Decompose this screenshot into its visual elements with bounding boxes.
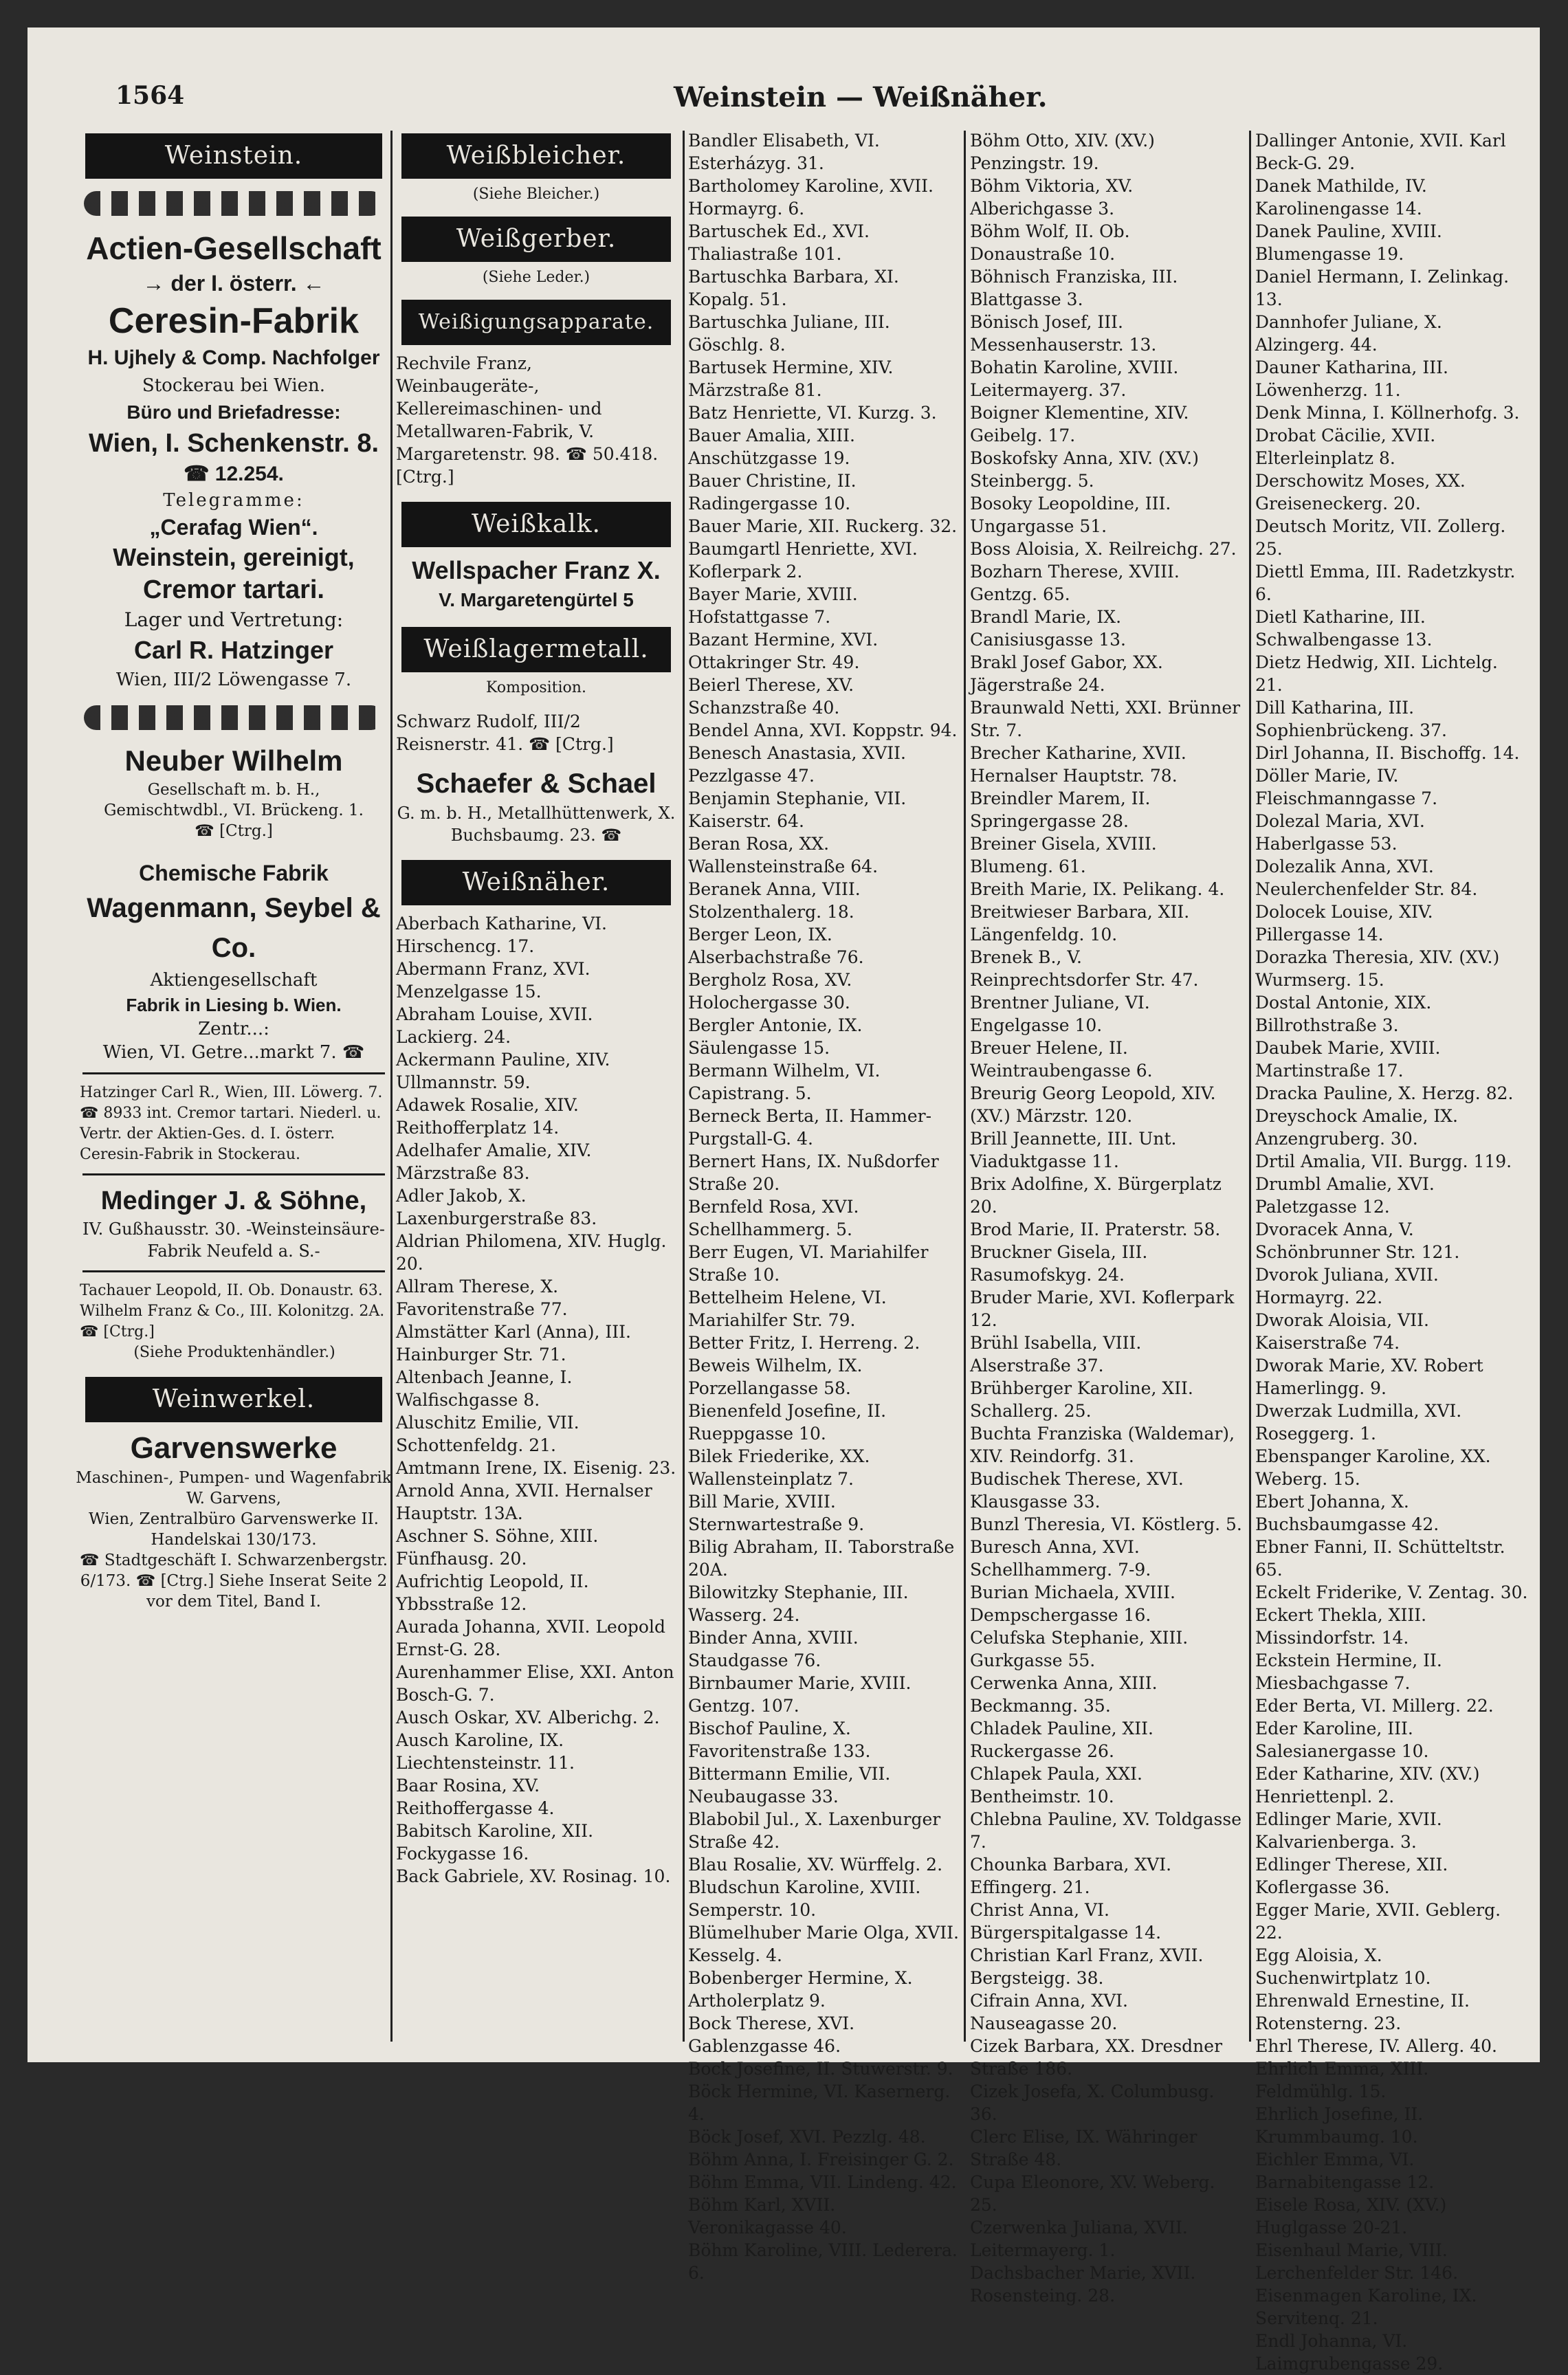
list-item: Adelhafer Amalie, XIV. Märzstraße 83. bbox=[396, 1140, 592, 1183]
column-4 bbox=[966, 129, 1248, 2306]
ornament-divider bbox=[84, 191, 384, 216]
list-item: Cizek Barbara, XX. Dresdner Straße 186. bbox=[970, 2036, 1223, 2079]
list-item: Babitsch Karoline, XII. Fockygasse 16. bbox=[396, 1821, 594, 1864]
ad-line: Carl R. Hatzinger bbox=[133, 636, 334, 664]
list-item: Bilek Friederike, XX. Wallensteinplatz 7. bbox=[688, 1446, 870, 1489]
list-item: Benjamin Stephanie, VII. Kaiserstr. 64. bbox=[688, 788, 907, 831]
list-item: Rechvile Franz, Weinbaugeräte-, Kellereimaschinen- und Metallwaren-Fabrik, V. Margaretenstr. 98. ☎ 50.418. [Ctrg.] bbox=[396, 353, 659, 487]
ad-line: Telegramme: bbox=[163, 490, 305, 511]
list-item: Blümelhuber Marie Olga, XVII. Kesselg. 4. bbox=[688, 1923, 959, 1965]
list-item: Derschowitz Moses, XX. Greiseneckerg. 20. bbox=[1255, 471, 1466, 513]
advert-ceresin bbox=[76, 228, 392, 693]
list-item: Czerwenka Juliana, XVII. Leitermayerg. 1. bbox=[970, 2218, 1188, 2260]
list-item: Edlinger Marie, XVII. Kalvarienberga. 3. bbox=[1255, 1809, 1442, 1852]
list-item: Berr Eugen, VI. Mariahilfer Straße 10. bbox=[688, 1242, 929, 1285]
list-item: Budischek Therese, XVI. Klausgasse 33. bbox=[970, 1469, 1184, 1512]
ornament-divider bbox=[84, 705, 384, 730]
list-item: Böhm Anna, I. Freisinger G. 2. bbox=[688, 2150, 954, 2169]
ad-line: Cremor tartari. bbox=[143, 575, 324, 604]
ad-line: Wien, III/2 Löwengasse 7. bbox=[115, 670, 352, 690]
list-item: Bayer Marie, XVIII. Hofstattgasse 7. bbox=[688, 584, 858, 627]
list-item: Baar Rosina, XV. Reithoffergasse 4. bbox=[396, 1776, 555, 1818]
list-item: Dolocek Louise, XIV. Pillergasse 14. bbox=[1255, 902, 1433, 945]
list-item: Ebner Fanni, II. Schütteltstr. 65. bbox=[1255, 1537, 1505, 1580]
list-item: Deutsch Moritz, VII. Zollerg. 25. bbox=[1255, 516, 1506, 559]
page-number: 1564 bbox=[115, 81, 185, 110]
list-item: Bettelheim Helene, VI. Mariahilfer Str. 79. bbox=[688, 1288, 887, 1330]
list-item: Bilig Abraham, II. Taborstraße 20A. bbox=[688, 1537, 955, 1580]
list-item: Eder Berta, VI. Millerg. 22. bbox=[1255, 1696, 1494, 1716]
list-item: Danek Mathilde, IV. Karolinengasse 14. bbox=[1255, 176, 1427, 219]
list-item: Cupa Eleonore, XV. Weberg. 25. bbox=[970, 2172, 1215, 2215]
section-heading: Weißbleicher. bbox=[401, 133, 671, 179]
list-item: Böhm Otto, XIV. (XV.) Penzingstr. 19. bbox=[970, 131, 1155, 173]
list-item: Dworak Aloisia, VII. Kaiserstraße 74. bbox=[1255, 1310, 1429, 1353]
list-item: Bermann Wilhelm, VI. Capistrang. 5. bbox=[688, 1061, 881, 1103]
list-item: Bernfeld Rosa, XVI. Schellhammerg. 5. bbox=[688, 1197, 859, 1239]
ad-line: Garvenswerke bbox=[130, 1431, 338, 1465]
see-also: Komposition. bbox=[486, 679, 586, 696]
ad-line: Neuber Wilhelm bbox=[124, 744, 343, 777]
list-item: Böhm Viktoria, XV. Alberichgasse 3. bbox=[970, 176, 1134, 219]
list-item: Aschner S. Söhne, XIII. Fünfhausg. 20. bbox=[396, 1526, 599, 1569]
list-item: Bienenfeld Josefine, II. Rueppgasse 10. bbox=[688, 1401, 887, 1444]
ad-line: Gemischtwdbl., VI. Brückeng. 1. bbox=[104, 802, 364, 819]
list-item: Bartusek Hermine, XIV. Märzstraße 81. bbox=[688, 357, 894, 400]
list-item: Dill Katharina, III. Sophienbrückeng. 37. bbox=[1255, 698, 1447, 740]
ad-line: Chemische Fabrik bbox=[139, 861, 329, 885]
list-item: Bohatin Karoline, XVIII. Leitermayerg. 37. bbox=[970, 357, 1179, 400]
entry-list bbox=[392, 912, 681, 1888]
list-item: Aurenhammer Elise, XXI. Anton Bosch-G. 7. bbox=[396, 1662, 674, 1705]
list-item: Burian Michaela, XVIII. Dempschergasse 16. bbox=[970, 1582, 1175, 1625]
list-item: Dreyschock Amalie, IX. Anzengruberg. 30. bbox=[1255, 1106, 1458, 1149]
page-headword: Weinstein — Weißnäher. bbox=[674, 81, 1048, 113]
ad-line: Medinger J. & Söhne, bbox=[100, 1186, 367, 1215]
list-item: Baumgartl Henriette, XVI. Koflerpark 2. bbox=[688, 539, 918, 582]
list-item: Eisele Rosa, XIV. (XV.) Huglgasse 20-21. bbox=[1255, 2195, 1447, 2238]
list-item: Breiner Gisela, XVIII. Blumeng. 61. bbox=[970, 834, 1157, 876]
list-item: Binder Anna, XVIII. Staudgasse 76. bbox=[688, 1628, 859, 1670]
list-item: Brühberger Karoline, XII. Schallerg. 25. bbox=[970, 1378, 1193, 1421]
list-item: Brecher Katharine, XVII. Hernalser Hauptstr. 78. bbox=[970, 743, 1186, 786]
list-item: Aluschitz Emilie, VII. Schottenfeldg. 21. bbox=[396, 1413, 579, 1455]
list-item: Ehrlich Josefine, II. Krummbaumg. 10. bbox=[1255, 2104, 1424, 2147]
list-item: Aldrian Philomena, XIV. Huglg. 20. bbox=[396, 1231, 667, 1274]
list-item: Better Fritz, I. Herreng. 2. bbox=[688, 1333, 920, 1353]
list-item: Egg Aloisia, X. Suchenwirtplatz 10. bbox=[1255, 1945, 1431, 1988]
section-heading: Weißigungsapparate. bbox=[401, 300, 671, 345]
list-item: Chlapek Paula, XXI. Bentheimstr. 10. bbox=[970, 1764, 1142, 1807]
ad-line: IV. Gußhausstr. 30. -Weinsteinsäure-Fabrik Neufeld a. S.- bbox=[82, 1219, 385, 1261]
ad-line: Wagenmann, Seybel & Co. bbox=[87, 893, 381, 963]
ad-line: Lager und Vertretung: bbox=[124, 608, 344, 631]
list-item: Dracka Pauline, X. Herzg. 82. bbox=[1255, 1083, 1514, 1103]
list-item: Berger Leon, IX. Alserbachstraße 76. bbox=[688, 925, 864, 967]
list-item: Arnold Anna, XVII. Hernalser Hauptstr. 13A. bbox=[396, 1481, 652, 1523]
list-item: Bartuschka Barbara, XI. Kopalg. 51. bbox=[688, 267, 899, 309]
list-item: Ausch Karoline, IX. Liechtensteinstr. 11. bbox=[396, 1730, 575, 1773]
list-item: Hatzinger Carl R., Wien, III. Löwerg. 7. ☎ 8933 int. Cremor tartari. Niederl. u. Vertr. der Aktien-Ges. d. I. österr. Ceresin-Fabrik in Stockerau. bbox=[80, 1084, 383, 1163]
list-item: Wilhelm Franz & Co., III. Kolonitzg. 2A. ☎ [Ctrg.] bbox=[80, 1303, 385, 1340]
see-also: (Siehe Leder.) bbox=[482, 269, 590, 286]
list-item: Almstätter Karl (Anna), III. Hainburger Str. 71. bbox=[396, 1322, 631, 1365]
list-item: Eder Katharine, XIV. (XV.) Henriettenpl. 2. bbox=[1255, 1764, 1480, 1807]
list-item: Daubek Marie, XVIII. Martinstraße 17. bbox=[1255, 1038, 1441, 1081]
ad-line: V. Margaretengürtel 5 bbox=[439, 589, 634, 610]
advert-medinger bbox=[76, 1184, 392, 1262]
advert-wagenmann bbox=[76, 858, 392, 1064]
divider-rule bbox=[82, 1173, 385, 1175]
list-item: Ehrlich Emma, XIII. Feldmühlg. 15. bbox=[1255, 2059, 1429, 2101]
list-item: Bobenberger Hermine, X. Artholerplatz 9. bbox=[688, 1968, 913, 2011]
list-item: Beranek Anna, VIII. Stolzenthalerg. 18. bbox=[688, 879, 861, 922]
list-item: Eckelt Friderike, V. Zentag. 30. bbox=[1255, 1582, 1528, 1602]
list-item: Abermann Franz, XVI. Menzelgasse 15. bbox=[396, 959, 590, 1002]
ad-line: Maschinen-, Pumpen- und Wagenfabrik W. Garvens, bbox=[76, 1469, 392, 1507]
ad-line: Ceresin-Fabrik bbox=[108, 301, 360, 341]
list-item: Beran Rosa, XX. Wallensteinstraße 64. bbox=[688, 834, 879, 876]
list-item: Dorazka Theresia, XIV. (XV.) Wurmserg. 15. bbox=[1255, 947, 1500, 990]
list-item: Bandler Elisabeth, VI. Esterházyg. 31. bbox=[688, 131, 880, 173]
ad-line: H. Ujhely & Comp. Nachfolger bbox=[87, 346, 380, 369]
list-item: Drumbl Amalie, XVI. Paletzgasse 12. bbox=[1255, 1174, 1435, 1217]
list-item: Döller Marie, IV. Fleischmanngasse 7. bbox=[1255, 766, 1438, 808]
list-item: Benesch Anastasia, XVII. Pezzlgasse 47. bbox=[688, 743, 906, 786]
list-item: Dvorok Juliana, XVII. Hormayrg. 22. bbox=[1255, 1265, 1439, 1307]
entry-list bbox=[966, 129, 1248, 2307]
list-item: Eckert Thekla, XIII. Missindorfstr. 14. bbox=[1255, 1605, 1427, 1648]
list-item: Dwerzak Ludmilla, XVI. Roseggerg. 1. bbox=[1255, 1401, 1462, 1444]
list-item: Back Gabriele, XV. Rosinag. 10. bbox=[396, 1866, 671, 1886]
column-5 bbox=[1251, 129, 1533, 2374]
list-item: Breurig Georg Leopold, XIV. (XV.) Märzstr. 120. bbox=[970, 1083, 1216, 1126]
list-item: Breuer Helene, II. Weintraubengasse 6. bbox=[970, 1038, 1153, 1081]
list-item: Beweis Wilhelm, IX. Porzellangasse 58. bbox=[688, 1356, 863, 1398]
list-item: Ackermann Pauline, XIV. Ullmannstr. 59. bbox=[396, 1050, 610, 1092]
entry-list bbox=[684, 129, 962, 2284]
list-item: Celufska Stephanie, XIII. Gurkgasse 55. bbox=[970, 1628, 1189, 1670]
list-item: Böhm Karl, XVII. Veronikagasse 40. bbox=[688, 2195, 847, 2238]
list-item: Chladek Pauline, XII. Ruckergasse 26. bbox=[970, 1719, 1154, 1761]
list-item: Breindler Marem, II. Springergasse 28. bbox=[970, 788, 1151, 831]
list-item: Bock Therese, XVI. Gablenzgasse 46. bbox=[688, 2013, 855, 2056]
list-item: Brandl Marie, IX. Canisiusgasse 13. bbox=[970, 607, 1126, 650]
list-item: Dolezal Maria, XVI. Haberlgasse 53. bbox=[1255, 811, 1425, 854]
see-also: (Siehe Bleicher.) bbox=[472, 186, 600, 203]
section-heading: Weißkalk. bbox=[401, 502, 671, 547]
list-item: Aurada Johanna, XVII. Leopold Ernst-G. 28. bbox=[396, 1617, 665, 1659]
list-item: Bunzl Theresia, VI. Köstlerg. 5. bbox=[970, 1514, 1242, 1534]
list-item: Brentner Juliane, VI. Engelgasse 10. bbox=[970, 993, 1150, 1035]
list-item: Aufrichtig Leopold, II. Ybbsstraße 12. bbox=[396, 1571, 589, 1614]
divider-rule bbox=[82, 1270, 385, 1272]
section-heading: Weißgerber. bbox=[401, 217, 671, 262]
list-item: Boss Aloisia, X. Reilreichg. 27. bbox=[970, 539, 1237, 559]
list-item: Bilowitzky Stephanie, III. Wasserg. 24. bbox=[688, 1582, 909, 1625]
list-item: Christ Anna, VI. Bürgerspitalgasse 14. bbox=[970, 1900, 1162, 1943]
entry-list bbox=[1251, 129, 1533, 2375]
list-item: Bittermann Emilie, VII. Neubaugasse 33. bbox=[688, 1764, 891, 1807]
list-item: Denk Minna, I. Köllnerhofg. 3. bbox=[1255, 403, 1520, 423]
ad-line: Wien, Zentralbüro Garvenswerke II. Handelskai 130/173. bbox=[89, 1510, 379, 1549]
list-item: Bruckner Gisela, III. Rasumofskyg. 24. bbox=[970, 1242, 1148, 1285]
ad-line: Aktiengesellschaft bbox=[150, 970, 318, 991]
list-item: Dostal Antonie, XIX. Billrothstraße 3. bbox=[1255, 993, 1432, 1035]
list-item: Edlinger Therese, XII. Koflergasse 36. bbox=[1255, 1855, 1448, 1897]
list-item: Adler Jakob, X. Laxenburgerstraße 83. bbox=[396, 1186, 597, 1228]
list-item: Eichler Emma, VI. Barnabitengasse 12. bbox=[1255, 2150, 1435, 2192]
column-3 bbox=[684, 129, 962, 2283]
list-item: Drtil Amalia, VII. Burgg. 119. bbox=[1255, 1151, 1512, 1171]
ad-line: Wien, VI. Getre...markt 7. ☎ bbox=[102, 1042, 365, 1063]
list-item: Blau Rosalie, XV. Würffelg. 2. bbox=[688, 1855, 943, 1875]
list-item: Diettl Emma, III. Radetzkystr. 6. bbox=[1255, 562, 1516, 604]
list-item: Abraham Louise, XVII. Lackierg. 24. bbox=[396, 1004, 593, 1047]
advert-schaefer bbox=[392, 765, 681, 846]
list-item: Dannhofer Juliane, X. Alzingerg. 44. bbox=[1255, 312, 1442, 355]
list-item: Drobat Cäcilie, XVII. Elterleinplatz 8. bbox=[1255, 426, 1436, 468]
list-item: Ehrl Therese, IV. Allerg. 40. bbox=[1255, 2036, 1497, 2056]
list-item: Ehrenwald Ernestine, II. Rotensterng. 23. bbox=[1255, 1991, 1470, 2033]
list-item: Böhm Wolf, II. Ob. Donaustraße 10. bbox=[970, 221, 1130, 264]
ad-line: Actien-Gesellschaft bbox=[86, 230, 382, 266]
list-item: Chounka Barbara, XVI. Effingerg. 21. bbox=[970, 1855, 1172, 1897]
list-item: Bosoky Leopoldine, III. Ungargasse 51. bbox=[970, 494, 1171, 536]
ad-line: Zentr...: bbox=[198, 1019, 269, 1039]
running-header bbox=[27, 81, 1540, 122]
list-item: Clerc Elise, IX. Währinger Straße 48. bbox=[970, 2127, 1197, 2169]
advert-garvens bbox=[76, 1429, 392, 1612]
list-item: Aberbach Katharine, VI. Hirschencg. 17. bbox=[396, 914, 608, 956]
advert-neuber bbox=[76, 742, 392, 841]
list-item: Bischof Pauline, X. Favoritenstraße 133. bbox=[688, 1719, 871, 1761]
list-item: Bill Marie, XVIII. Sternwartestraße 9. bbox=[688, 1492, 865, 1534]
list-item: Dallinger Antonie, XVII. Karl Beck-G. 29. bbox=[1255, 131, 1506, 173]
list-item: Brod Marie, II. Praterstr. 58. bbox=[970, 1219, 1221, 1239]
list-item: Eisenhaul Marie, VIII. Lerchenfelder Str. 146. bbox=[1255, 2240, 1459, 2283]
list-item: Buchta Franziska (Waldemar), XIV. Reindorfg. 31. bbox=[970, 1424, 1235, 1466]
list-item: Böhnisch Franziska, III. Blattgasse 3. bbox=[970, 267, 1178, 309]
ad-line: „Cerafag Wien“. bbox=[149, 515, 318, 540]
list-item: Böhm Karoline, VIII. Lederera. 6. bbox=[688, 2240, 958, 2283]
section-heading: Weinwerkel. bbox=[85, 1377, 382, 1422]
list-item: Cizek Josefa, X. Columbusg. 36. bbox=[970, 2081, 1215, 2124]
ad-line: → der I. österr. ← bbox=[142, 271, 325, 296]
list-item: Breith Marie, IX. Pelikang. 4. bbox=[970, 879, 1225, 899]
list-item: Bock Josefine, II. Stuwerstr. 9. bbox=[688, 2059, 953, 2079]
list-item: Danek Pauline, XVIII. Blumengasse 19. bbox=[1255, 221, 1442, 264]
list-item: Endl Johanna, VI. Laimgrubengasse 29. bbox=[1255, 2331, 1444, 2374]
list-item: Tachauer Leopold, II. Ob. Donaustr. 63. bbox=[80, 1282, 383, 1299]
list-item: Bruder Marie, XVI. Koflerpark 12. bbox=[970, 1288, 1235, 1330]
list-item: Dauner Katharina, III. Löwenherzg. 11. bbox=[1255, 357, 1448, 400]
list-item: Bludschun Karoline, XVIII. Semperstr. 10. bbox=[688, 1877, 921, 1920]
list-item: Buresch Anna, XVI. Schellhammerg. 7-9. bbox=[970, 1537, 1151, 1580]
list-item: Ebenspanger Karoline, XX. Weberg. 15. bbox=[1255, 1446, 1491, 1489]
list-item: Chlebna Pauline, XV. Toldgasse 7. bbox=[970, 1809, 1241, 1852]
list-item: Beierl Therese, XV. Schanzstraße 40. bbox=[688, 675, 854, 718]
section-heading: Weißlagermetall. bbox=[401, 627, 671, 672]
list-item: Amtmann Irene, IX. Eisenig. 23. bbox=[396, 1458, 676, 1478]
list-item: Daniel Hermann, I. Zelinkag. 13. bbox=[1255, 267, 1510, 309]
list-item: Dworak Marie, XV. Robert Hamerlingg. 9. bbox=[1255, 1356, 1483, 1398]
ad-line: Gesellschaft m. b. H., bbox=[147, 781, 320, 799]
list-item: Eisenmagen Karoline, IX. Servitenq. 21. bbox=[1255, 2286, 1477, 2328]
list-item: Bönisch Josef, III. Messenhauserstr. 13. bbox=[970, 312, 1157, 355]
list-item: Dietz Hedwig, XII. Lichtelg. 21. bbox=[1255, 652, 1498, 695]
list-item: Blabobil Jul., X. Laxenburger Straße 42. bbox=[688, 1809, 941, 1852]
list-item: Ebert Johanna, X. Buchsbaumgasse 42. bbox=[1255, 1492, 1439, 1534]
list-item: Dirl Johanna, II. Bischoffg. 14. bbox=[1255, 743, 1520, 763]
list-item: Brakl Josef Gabor, XX. Jägerstraße 24. bbox=[970, 652, 1163, 695]
list-item: Bendel Anna, XVI. Koppstr. 94. bbox=[688, 720, 958, 740]
list-item: Batz Henriette, VI. Kurzg. 3. bbox=[688, 403, 937, 423]
ad-line: Schaefer & Schael bbox=[416, 769, 656, 799]
list-item: Bauer Christine, II. Radingergasse 10. bbox=[688, 471, 857, 513]
list-item: Bergler Antonie, IX. Säulengasse 15. bbox=[688, 1015, 863, 1058]
list-item: Bartuschek Ed., XVI. Thaliastraße 101. bbox=[688, 221, 870, 264]
list-item: Dvoracek Anna, V. Schönbrunner Str. 121. bbox=[1255, 1219, 1460, 1262]
list-item: Birnbaumer Marie, XVIII. Gentzg. 107. bbox=[688, 1673, 912, 1716]
list-item: Brill Jeannette, III. Unt. Viaduktgasse 11. bbox=[970, 1129, 1177, 1171]
list-item: Brenek B., V. Reinprechtsdorfer Str. 47. bbox=[970, 947, 1199, 990]
list-item: Christian Karl Franz, XVII. Bergsteigg. 38. bbox=[970, 1945, 1204, 1988]
list-item: Berneck Berta, II. Hammer-Purgstall-G. 4. bbox=[688, 1106, 932, 1149]
section-heading: Weißnäher. bbox=[401, 860, 671, 905]
list-item: Schwarz Rudolf, III/2 Reisnerstr. 41. ☎ [Ctrg.] bbox=[396, 711, 614, 754]
column-2 bbox=[392, 129, 681, 2040]
ad-line: Wien, I. Schenkenstr. 8. bbox=[88, 429, 379, 458]
section-heading: Weinstein. bbox=[85, 133, 382, 179]
list-item: Braunwald Netti, XXI. Brünner Str. 7. bbox=[970, 698, 1241, 740]
divider-rule bbox=[82, 1072, 385, 1074]
ad-line: Stockerau bei Wien. bbox=[142, 375, 326, 396]
list-item: Brix Adolfine, X. Bürgerplatz 20. bbox=[970, 1174, 1222, 1217]
list-item: Bozharn Therese, XVIII. Gentzg. 65. bbox=[970, 562, 1180, 604]
list-item: Böck Hermine, VI. Kasernerg. 4. bbox=[688, 2081, 951, 2124]
ad-line: Weinstein, gereinigt, bbox=[113, 543, 355, 571]
list-item: Boskofsky Anna, XIV. (XV.) Steinbergg. 5. bbox=[970, 448, 1199, 491]
list-item: Cifrain Anna, XVI. Nauseagasse 20. bbox=[970, 1991, 1129, 2033]
see-also: (Siehe Produktenhändler.) bbox=[133, 1344, 335, 1361]
list-item: Böck Josef, XVI. Pezzlg. 48. bbox=[688, 2127, 926, 2147]
list-item: Allram Therese, X. Favoritenstraße 77. bbox=[396, 1277, 568, 1319]
advert-wellspacher bbox=[392, 554, 681, 613]
directory-page bbox=[27, 27, 1540, 2374]
list-item: Breitwieser Barbara, XII. Längenfeldg. 10. bbox=[970, 902, 1190, 945]
list-item: Bauer Amalia, XIII. Anschützgasse 19. bbox=[688, 426, 855, 468]
list-item: Eder Karoline, III. Salesianergasse 10. bbox=[1255, 1719, 1429, 1761]
ad-line: Büro und Briefadresse: bbox=[126, 401, 341, 423]
ad-line: ☎ 12.254. bbox=[184, 463, 284, 485]
list-item: Adawek Rosalie, XIV. Reithofferplatz 14. bbox=[396, 1095, 579, 1138]
ad-line: ☎ [Ctrg.] bbox=[195, 822, 273, 840]
column-1 bbox=[76, 129, 392, 2040]
list-item: Böhm Emma, VII. Lindeng. 42. bbox=[688, 2172, 957, 2192]
list-item: Bernert Hans, IX. Nußdorfer Straße 20. bbox=[688, 1151, 939, 1194]
list-item: Dietl Katharine, III. Schwalbengasse 13. bbox=[1255, 607, 1433, 650]
list-item: Egger Marie, XVII. Geblerg. 22. bbox=[1255, 1900, 1501, 1943]
list-item: Altenbach Jeanne, I. Walfischgasse 8. bbox=[396, 1367, 573, 1410]
list-item: Bartholomey Karoline, XVII. Hormayrg. 6. bbox=[688, 176, 934, 219]
list-item: Cerwenka Anna, XIII. Beckmanng. 35. bbox=[970, 1673, 1158, 1716]
list-item: Bergholz Rosa, XV. Holochergasse 30. bbox=[688, 970, 852, 1013]
ad-line: ☎ Stadtgeschäft I. Schwarzenbergstr. 6/173. ☎ [Ctrg.] Siehe Inserat Seite 2 vor dem Titel, Band I. bbox=[79, 1551, 388, 1611]
list-item: Dolezalik Anna, XVI. Neulerchenfelder Str. 84. bbox=[1255, 857, 1478, 899]
list-item: Brühl Isabella, VIII. Alserstraße 37. bbox=[970, 1333, 1142, 1376]
ad-line: Wellspacher Franz X. bbox=[412, 556, 661, 584]
list-item: Dachsbacher Marie, XVII. Rosensteing. 28. bbox=[970, 2263, 1196, 2306]
list-item: Bartuschka Juliane, III. Göschlg. 8. bbox=[688, 312, 890, 355]
list-item: Bazant Hermine, XVI. Ottakringer Str. 49. bbox=[688, 630, 879, 672]
ad-line: G. m. b. H., Metallhüttenwerk, X. Buchsbaumg. 23. ☎ bbox=[397, 804, 676, 845]
list-item: Eckstein Hermine, II. Miesbachgasse 7. bbox=[1255, 1650, 1442, 1693]
list-item: Boigner Klementine, XIV. Geibelg. 17. bbox=[970, 403, 1189, 445]
list-item: Ausch Oskar, XV. Alberichg. 2. bbox=[396, 1708, 660, 1727]
list-item: Bauer Marie, XII. Ruckerg. 32. bbox=[688, 516, 958, 536]
ad-line: Fabrik in Liesing b. Wien. bbox=[126, 995, 342, 1015]
